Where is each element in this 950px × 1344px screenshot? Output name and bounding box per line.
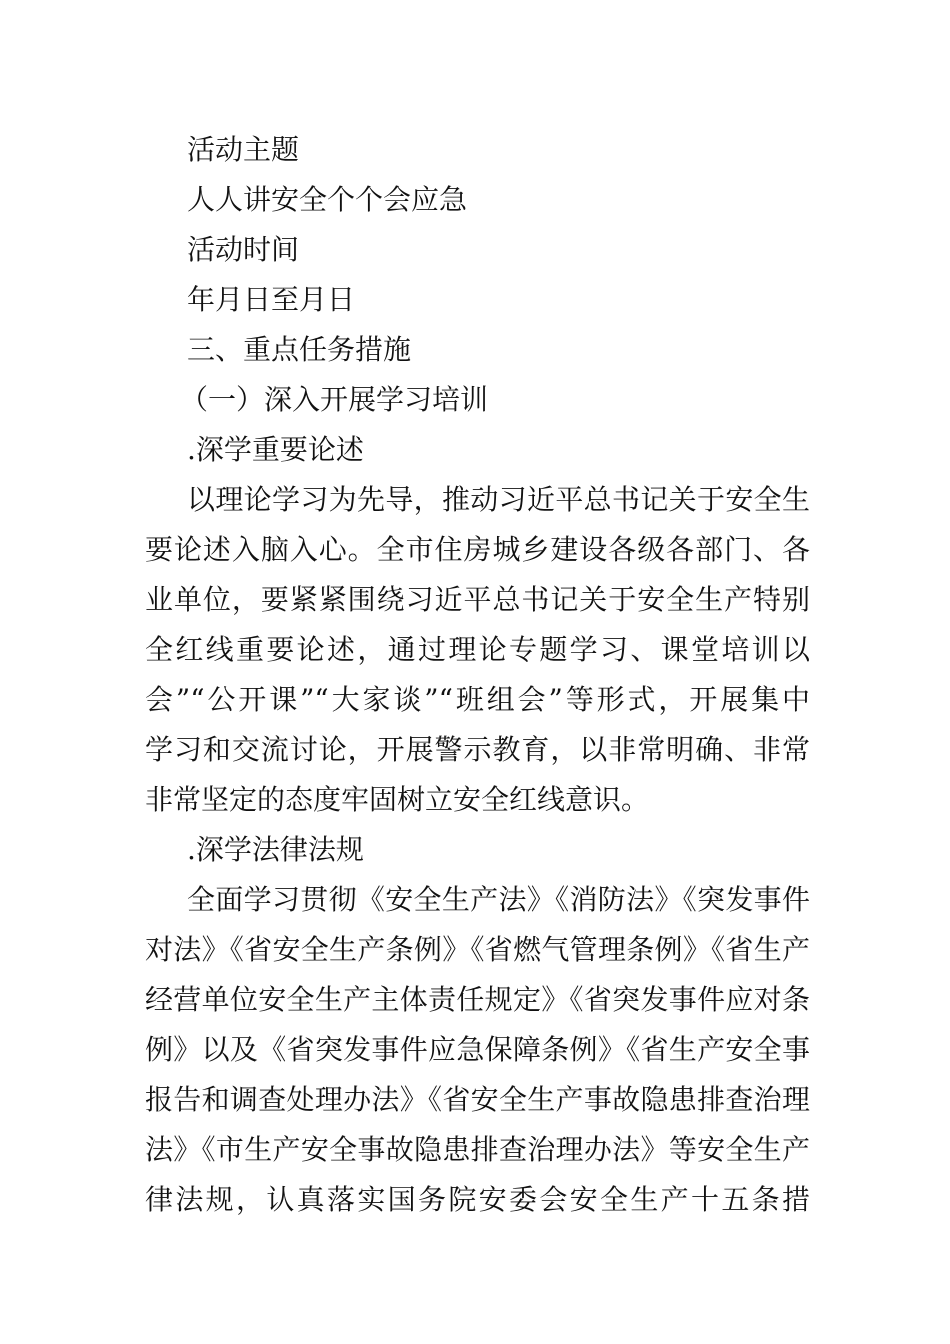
paragraph-line: 报告和调查处理办法》《省安全生产事故隐患排查治理 (145, 1083, 810, 1116)
paragraph-line: 全红线重要论述，通过理论专题学习、课堂培训以 (145, 633, 810, 666)
paragraph-line: 律法规，认真落实国务院安委会安全生产十五条措 (145, 1183, 810, 1216)
paragraph-line: 对法》《省安全生产条例》《省燃气管理条例》《省生产 (145, 933, 810, 966)
activity-time-text: 年月日至月日 (187, 283, 356, 316)
paragraph-line: 以理论学习为先导，推动习近平总书记关于安全生 (187, 483, 810, 516)
activity-theme-text: 人人讲安全个个会应急 (187, 183, 468, 216)
paragraph-line: 例》以及《省突发事件应急保障条例》《省生产安全事 (145, 1033, 810, 1066)
subsection-heading-training: （一）深入开展学习培训 (180, 383, 489, 416)
item-heading-study-laws: .深学法律法规 (187, 833, 364, 866)
paragraph-line: 法》《市生产安全事故隐患排查治理办法》等安全生产 (145, 1133, 810, 1166)
section-heading-key-tasks: 三、重点任务措施 (187, 333, 412, 366)
paragraph-line: 全面学习贯彻《安全生产法》《消防法》《突发事件 (187, 883, 810, 916)
paragraph-line: 经营单位安全生产主体责任规定》《省突发事件应对条 (145, 983, 810, 1016)
heading-activity-time: 活动时间 (187, 233, 300, 266)
paragraph-line: 学习和交流讨论，开展警示教育，以非常明确、非常 (145, 733, 810, 766)
paragraph-line: 非常坚定的态度牢固树立安全红线意识。 (145, 783, 650, 816)
heading-activity-theme: 活动主题 (187, 133, 300, 166)
item-heading-study-discourses: .深学重要论述 (187, 433, 364, 466)
paragraph-line: 业单位，要紧紧围绕习近平总书记关于安全生产特别 (145, 583, 810, 616)
paragraph-line: 会”“公开课”“大家谈”“班组会”等形式，开展集中 (145, 683, 810, 716)
paragraph-line: 要论述入脑入心。全市住房城乡建设各级各部门、各 (145, 533, 810, 566)
